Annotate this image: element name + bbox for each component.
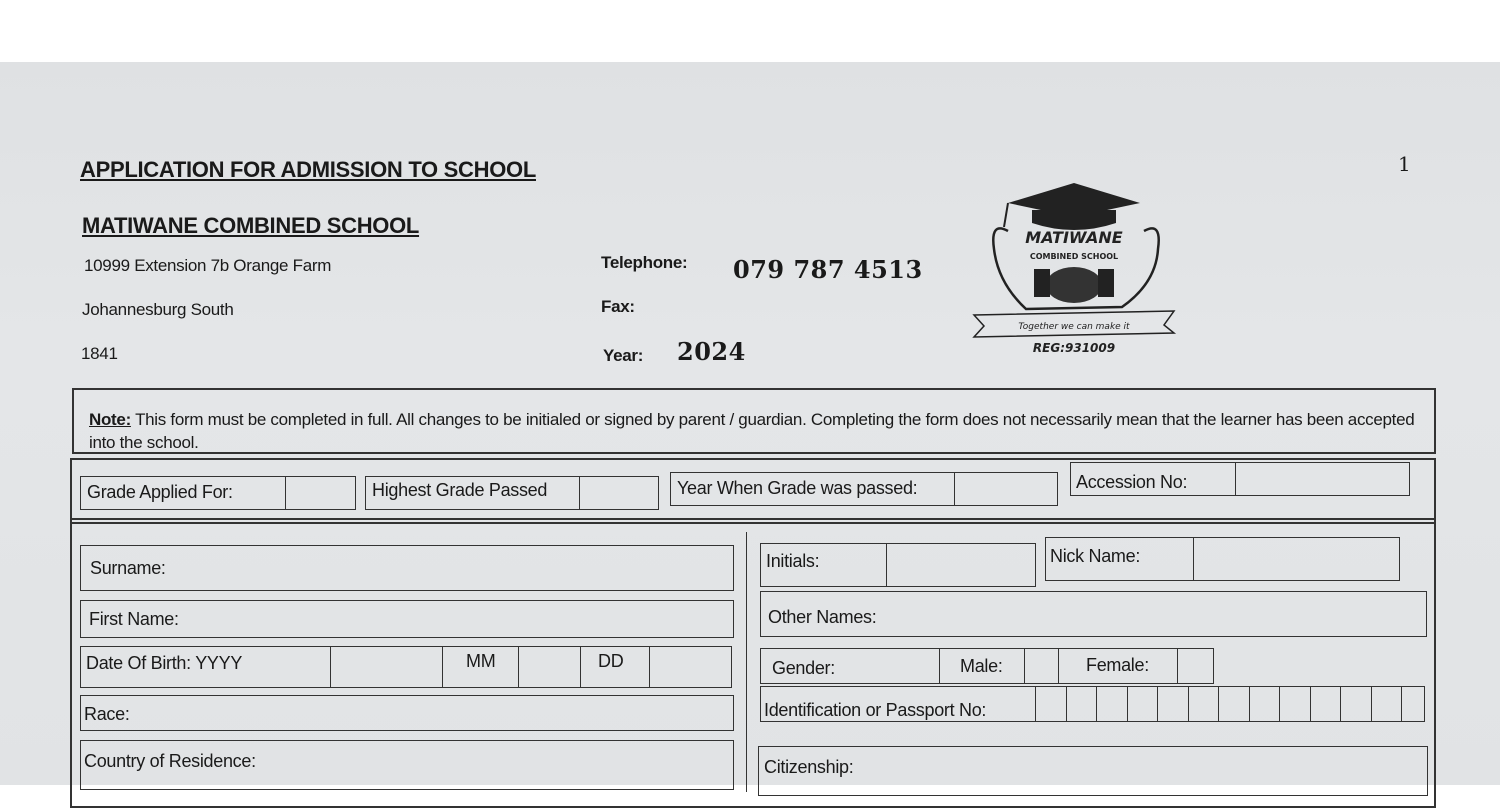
postal-code: 1841 — [81, 344, 118, 363]
id-digit-divider — [1279, 686, 1280, 722]
id-digit-divider — [1401, 686, 1402, 722]
form-title: APPLICATION FOR ADMISSION TO SCHOOL — [80, 157, 536, 182]
page-number: 1 — [1398, 152, 1411, 176]
citizenship-field[interactable] — [758, 746, 1428, 796]
year-passed-label: Year When Grade was passed: — [677, 478, 918, 498]
id-digit-divider — [1249, 686, 1250, 722]
gender-label: Gender: — [772, 658, 835, 678]
id-digit-divider — [1127, 686, 1128, 722]
dob-day-label: DD — [598, 651, 624, 671]
id-passport-label: Identification or Passport No: — [764, 700, 987, 720]
id-digit-divider — [1096, 686, 1097, 722]
fax-label: Fax: — [601, 297, 635, 316]
other-names-label: Other Names: — [768, 607, 877, 627]
id-digit-divider — [1218, 686, 1219, 722]
address-line2: Johannesburg South — [82, 300, 234, 319]
race-label: Race: — [84, 704, 130, 724]
dob-label: Date Of Birth: YYYY — [86, 653, 243, 673]
svg-text:REG:931009: REG:931009 — [1032, 341, 1116, 355]
school-logo — [968, 183, 1180, 361]
telephone-value: 079 787 4513 — [733, 255, 923, 284]
id-digit-divider — [1157, 686, 1158, 722]
id-digit-divider — [1188, 686, 1189, 722]
year-label: Year: — [603, 346, 644, 365]
year-value: 2024 — [677, 337, 746, 366]
svg-text:MATIWANE: MATIWANE — [1025, 228, 1123, 247]
svg-text:Together we can make it: Together we can make it — [1018, 322, 1130, 332]
accession-label: Accession No: — [1076, 472, 1188, 492]
note-text: Note: This form must be completed in full. All changes to be initialed or signed by parent / guardian. Completing the form does not necessarily mean that the learner has been accepted into the school. — [89, 410, 1415, 452]
surname-label: Surname: — [90, 558, 166, 578]
school-name: MATIWANE COMBINED SCHOOL — [82, 213, 420, 238]
svg-text:COMBINED SCHOOL: COMBINED SCHOOL — [1029, 252, 1119, 261]
telephone-label: Telephone: — [601, 253, 688, 272]
dob-month-label: MM — [466, 651, 496, 671]
handshake-icon — [1046, 267, 1102, 303]
first-name-label: First Name: — [89, 609, 179, 629]
highest-grade-label: Highest Grade Passed — [372, 480, 548, 500]
nick-name-label: Nick Name: — [1050, 546, 1141, 566]
country-of-residence-label: Country of Residence: — [84, 751, 256, 771]
grade-applied-label: Grade Applied For: — [87, 482, 233, 502]
race-field[interactable] — [80, 695, 734, 731]
id-digit-divider — [1310, 686, 1311, 722]
id-digit-divider — [1066, 686, 1067, 722]
citizenship-label: Citizenship: — [764, 757, 854, 777]
id-digit-divider — [1340, 686, 1341, 722]
address-line1: 10999 Extension 7b Orange Farm — [84, 256, 332, 275]
female-label: Female: — [1086, 655, 1149, 675]
id-digit-divider — [1035, 686, 1036, 722]
male-label: Male: — [960, 656, 1003, 676]
id-digit-divider — [1371, 686, 1372, 722]
surname-field[interactable] — [80, 545, 734, 591]
initials-label: Initials: — [766, 551, 820, 571]
